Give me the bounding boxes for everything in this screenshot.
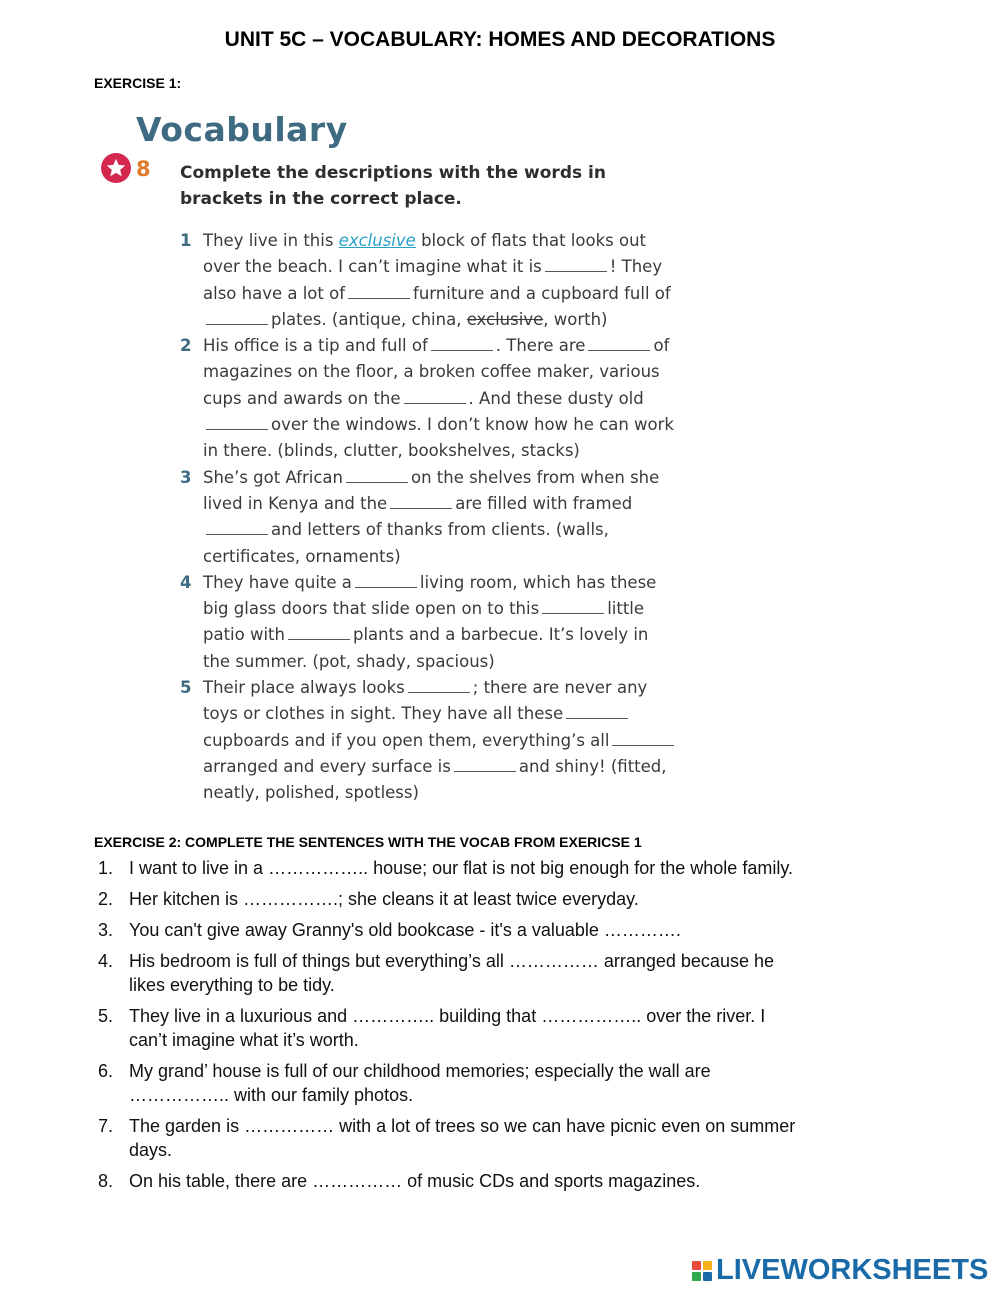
list-item bbox=[94, 856, 804, 880]
item-number: 5. bbox=[98, 1006, 114, 1026]
item-text: block of flats that looks out over the beach. I can’t imagine what it is bbox=[203, 231, 646, 277]
item-text: little patio with bbox=[203, 599, 645, 645]
item-text: of magazines on the floor, a broken coffee maker, various cups and awards on the bbox=[203, 336, 670, 408]
answer-blank[interactable] bbox=[206, 523, 268, 535]
item-number: 5 bbox=[180, 678, 192, 698]
list-item bbox=[94, 887, 804, 911]
item-text: . There are bbox=[495, 336, 586, 356]
answer-blank[interactable] bbox=[206, 418, 268, 430]
answer-blank[interactable] bbox=[288, 628, 350, 640]
item-text: cupboards and if you open them, everything’s all bbox=[203, 730, 610, 750]
list-item bbox=[94, 1114, 804, 1162]
item-text: living room, which has these big glass doors that slide open on to this bbox=[203, 572, 657, 619]
answer-blank[interactable] bbox=[404, 392, 466, 404]
item-text: and letters of thanks from clients. (walls, certificates, ornaments) bbox=[203, 520, 609, 566]
answer-blank[interactable] bbox=[454, 760, 516, 772]
answer-blank[interactable] bbox=[612, 734, 674, 746]
sentence-text: My grand’ house is full of our childhood memories; especially the wall are …………….. with our family photos. bbox=[129, 1061, 711, 1105]
vocabulary-heading: Vocabulary bbox=[136, 110, 348, 149]
answer-blank[interactable] bbox=[542, 602, 604, 614]
item-text: . And these dusty old bbox=[468, 388, 644, 408]
exercise-1-item bbox=[180, 228, 680, 333]
item-number: 1. bbox=[98, 858, 114, 878]
item-text: on the shelves from when she lived in Kenya and the bbox=[203, 467, 660, 513]
exercise-2-list bbox=[94, 856, 804, 1200]
exercise-2-label: EXERCISE 2: COMPLETE THE SENTENCES WITH THE VOCAB FROM EXERICSE 1 bbox=[94, 834, 642, 850]
brand-name: LIVEWORKSHEETS bbox=[716, 1254, 989, 1286]
answer-blank[interactable] bbox=[545, 260, 607, 272]
answer-blank[interactable] bbox=[206, 313, 268, 325]
list-item bbox=[94, 918, 804, 942]
exercise-1-item bbox=[180, 675, 680, 806]
list-item bbox=[94, 949, 804, 997]
item-number: 2 bbox=[180, 336, 192, 356]
example-word: exclusive bbox=[338, 231, 416, 250]
item-number: 2. bbox=[98, 889, 114, 909]
sentence-text: His bedroom is full of things but everything’s all …………… arranged because he likes everything to be tidy. bbox=[129, 951, 774, 995]
answer-blank[interactable] bbox=[390, 497, 452, 509]
answer-blank[interactable] bbox=[355, 576, 417, 588]
sentence-text: They live in a luxurious and ………….. building that …………….. over the river. I can’t imagine what it’s worth. bbox=[129, 1006, 766, 1050]
item-number: 7. bbox=[98, 1116, 114, 1136]
answer-blank[interactable] bbox=[346, 471, 408, 483]
item-text: over the windows. I don’t know how he can work in there. (blinds, clutter, bookshelves, stacks) bbox=[203, 415, 674, 461]
item-number: 3 bbox=[180, 467, 192, 487]
exercise-1-item bbox=[180, 570, 680, 675]
task-instruction: Complete the descriptions with the words in brackets in the correct place. bbox=[180, 163, 606, 209]
logo-mark-icon bbox=[692, 1261, 712, 1281]
item-text: are filled with framed bbox=[455, 493, 633, 513]
exercise-1-list bbox=[180, 228, 680, 807]
sentence-text: Her kitchen is …………….; she cleans it at least twice everyday. bbox=[129, 889, 639, 909]
item-text: They live in this bbox=[203, 231, 334, 250]
item-text: plates. (antique, china, bbox=[271, 309, 462, 329]
sentence-text: The garden is …………… with a lot of trees so we can have picnic even on summer days. bbox=[129, 1116, 796, 1160]
answer-blank[interactable] bbox=[408, 681, 470, 693]
exercise-1-item bbox=[180, 333, 680, 464]
item-text: arranged and every surface is bbox=[203, 756, 451, 776]
item-text: furniture and a cupboard full of bbox=[413, 283, 671, 303]
exercise-1-item bbox=[180, 465, 680, 570]
struck-word: exclusive bbox=[466, 309, 544, 329]
list-item bbox=[94, 1059, 804, 1107]
exercise-1-label: EXERCISE 1: bbox=[94, 75, 182, 91]
star-icon bbox=[101, 153, 131, 183]
sentence-text: On his table, there are …………… of music CDs and sports magazines. bbox=[129, 1171, 701, 1191]
sentence-text: You can't give away Granny's old bookcase - it's a valuable …………. bbox=[129, 920, 681, 940]
item-number: 4. bbox=[98, 951, 114, 971]
item-text: His office is a tip and full of bbox=[203, 336, 428, 356]
item-text: and shiny! (fitted, neatly, polished, spotless) bbox=[203, 756, 667, 803]
item-text: ! They also have a lot of bbox=[203, 257, 663, 303]
item-number: 8. bbox=[98, 1171, 114, 1191]
task-number: 8 bbox=[136, 157, 151, 181]
answer-blank[interactable] bbox=[566, 707, 628, 719]
item-text: She’s got African bbox=[203, 467, 343, 487]
sentence-text: I want to live in a …………….. house; our flat is not big enough for the whole family. bbox=[129, 858, 793, 878]
answer-blank[interactable] bbox=[431, 339, 493, 351]
answer-blank[interactable] bbox=[588, 339, 650, 351]
item-text: ; there are never any toys or clothes in sight. They have all these bbox=[203, 678, 648, 724]
list-item bbox=[94, 1004, 804, 1052]
liveworksheets-logo[interactable] bbox=[692, 1254, 988, 1287]
item-number: 4 bbox=[180, 572, 192, 592]
item-number: 1 bbox=[180, 231, 192, 250]
item-text: Their place always looks bbox=[203, 678, 405, 698]
item-number: 3. bbox=[98, 920, 114, 940]
item-text: They have quite a bbox=[203, 572, 352, 592]
list-item bbox=[94, 1169, 804, 1193]
page-title: UNIT 5C – VOCABULARY: HOMES AND DECORATIONS bbox=[224, 28, 776, 51]
item-text: , worth) bbox=[543, 309, 608, 329]
item-number: 6. bbox=[98, 1061, 114, 1081]
item-text: plants and a barbecue. It’s lovely in the summer. (pot, shady, spacious) bbox=[203, 625, 649, 671]
answer-blank[interactable] bbox=[348, 287, 410, 299]
